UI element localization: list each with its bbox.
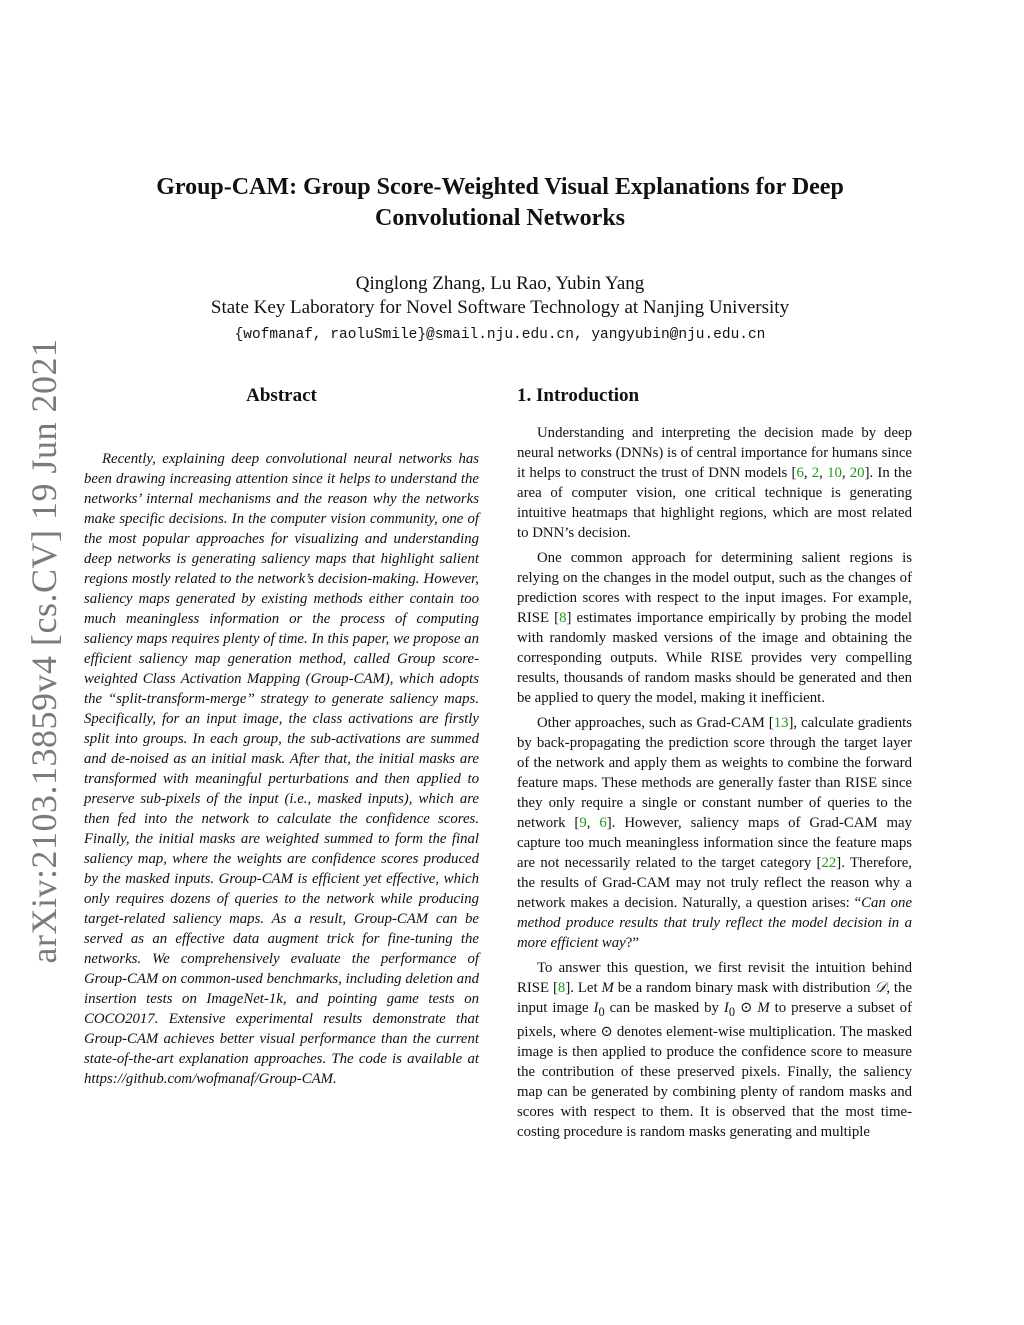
citation-link[interactable]: 6 (796, 465, 804, 481)
intro-paragraph-3: Other approaches, such as Grad-CAM [13], calculate gradients by back-propagating the prediction score through the target layer of the network and apply them as weights to combine the forward feature maps. These methods are generally faster than RISE since they only require a single or constant number of queries to the network [9, 6]. However, saliency maps of Grad-CAM may capture too much meaningless information since the feature maps are not necessarily related to the target category [22]. Therefore, the results of Grad-CAM may not truly reflect the reason why a network makes a decision. Naturally, a question arises: “Can one method produce results that truly reflect the model decision in a more efficient way?” (517, 715, 913, 951)
author-names: Qinglong Zhang, Lu Rao, Yubin Yang (355, 273, 645, 294)
citation-link[interactable]: 13 (773, 715, 789, 731)
author-emails: {wofmanaf, raoluSmile}@smail.nju.edu.cn, yangyubin@nju.edu.cn (234, 327, 766, 343)
citation-link[interactable]: 6 (599, 815, 607, 831)
citation-link[interactable]: 9 (579, 815, 587, 831)
right-column (517, 385, 912, 1142)
citation-link[interactable]: 20 (849, 465, 865, 481)
intro-paragraph-1: Understanding and interpreting the decision made by deep neural networks (DNNs) is of central importance for humans since it helps to construct the trust of DNN models [6, 2, 10, 20]. In the area of computer vision, one critical technique is generating intuitive heatmaps that highlight regions, which are most related to DNN’s decision. (517, 425, 912, 541)
paper-title: Group-CAM: Group Score-Weighted Visual Explanations for Deep Convolutional Networks (156, 174, 844, 231)
left-column (84, 385, 479, 1089)
abstract-heading: Abstract (246, 385, 317, 406)
arxiv-identifier (14, 338, 74, 964)
arxiv-identifier-text: arXiv:2103.13859v4 [cs.CV] 19 Jun 2021 (24, 338, 64, 964)
intro-paragraph-2: One common approach for determining salient regions is relying on the changes in the model output, such as the changes of prediction scores with respect to the input images. For example, RISE [8] estimates importance empirically by probing the model with randomly masked versions of the image and obtaining the corresponding outputs. While RISE provides very compelling results, thousands of random masks should be generated and then be applied to query the model, making it inefficient. (517, 550, 912, 706)
citation-link[interactable]: 10 (827, 465, 842, 481)
citation-link[interactable]: 8 (557, 980, 566, 996)
abstract-text: Recently, explaining deep convolutional neural networks has been drawing increasing attention since it helps to understand the networks’ internal mechanisms and the reason why the networks make specific decisions. In the computer vision community, one of the most popular approaches for visualizing and understanding deep networks is generating saliency maps that highlight salient regions mostly related to the network’s decision-making. However, saliency maps generated by existing methods either contain too much meaningless information or the process of computing saliency maps requires plenty of time. In this paper, we propose an efficient saliency map generation method, called Group score-weighted Class Activation Mapping (Group-CAM), which adopts the “split-transform-merge” strategy to generate saliency maps. Specifically, for an input image, the class activations are firstly split into groups. In each group, the sub-activations are summed and de-noised as an initial mask. After that, the initial masks are transformed with meaningful perturbations and then applied to preserve sub-pixels of the input (i.e., masked inputs), which are then fed into the network to calculate the confidence scores. Finally, the initial masks are weighted summed to form the final saliency map, where the weights are confidence scores produced by the masked inputs. Group-CAM is efficient yet effective, which only requires dozens of queries to the network while producing target-related saliency maps. As a result, Group-CAM can be served as an effective data augment trick for fine-tuning the networks. We comprehensively evaluate the performance of Group-CAM on common-used benchmarks, including deletion and insertion tests on ImageNet-1k, and pointing game tests on COCO2017. Extensive experimental results demonstrate that Group-CAM achieves better visual performance than the current state-of-the-art explanation approaches. The code is available at https://github.com/wofmanaf/Group-CAM. (84, 451, 479, 1087)
introduction-heading: 1. Introduction (517, 385, 640, 406)
affiliation: State Key Laboratory for Novel Software Technology at Nanjing University (210, 297, 790, 318)
research-question: Can one method produce results that truly reflect the model decision in a more efficient way (517, 895, 913, 951)
author-block (100, 272, 900, 347)
citation-link[interactable]: 2 (811, 465, 820, 481)
citation-link[interactable]: 8 (559, 610, 567, 626)
citation-link[interactable]: 22 (821, 855, 837, 871)
intro-paragraph-4: To answer this question, we first revisit the intuition behind RISE [8]. Let M be a random binary mask with distribution 𝒟, the input image $I_0$ can be masked by $I_0$ ⊙ M to preserve a subset of pixels, where ⊙ denotes element-wise multiplication. The masked image is then applied to produce the confidence score to measure the contribution of these preserved pixels. Finally, the saliency map can be generated by combining plenty of random masks and scores with respect to them. It is observed that the most time-costing procedure is random masks generating and multiple (517, 960, 913, 1140)
